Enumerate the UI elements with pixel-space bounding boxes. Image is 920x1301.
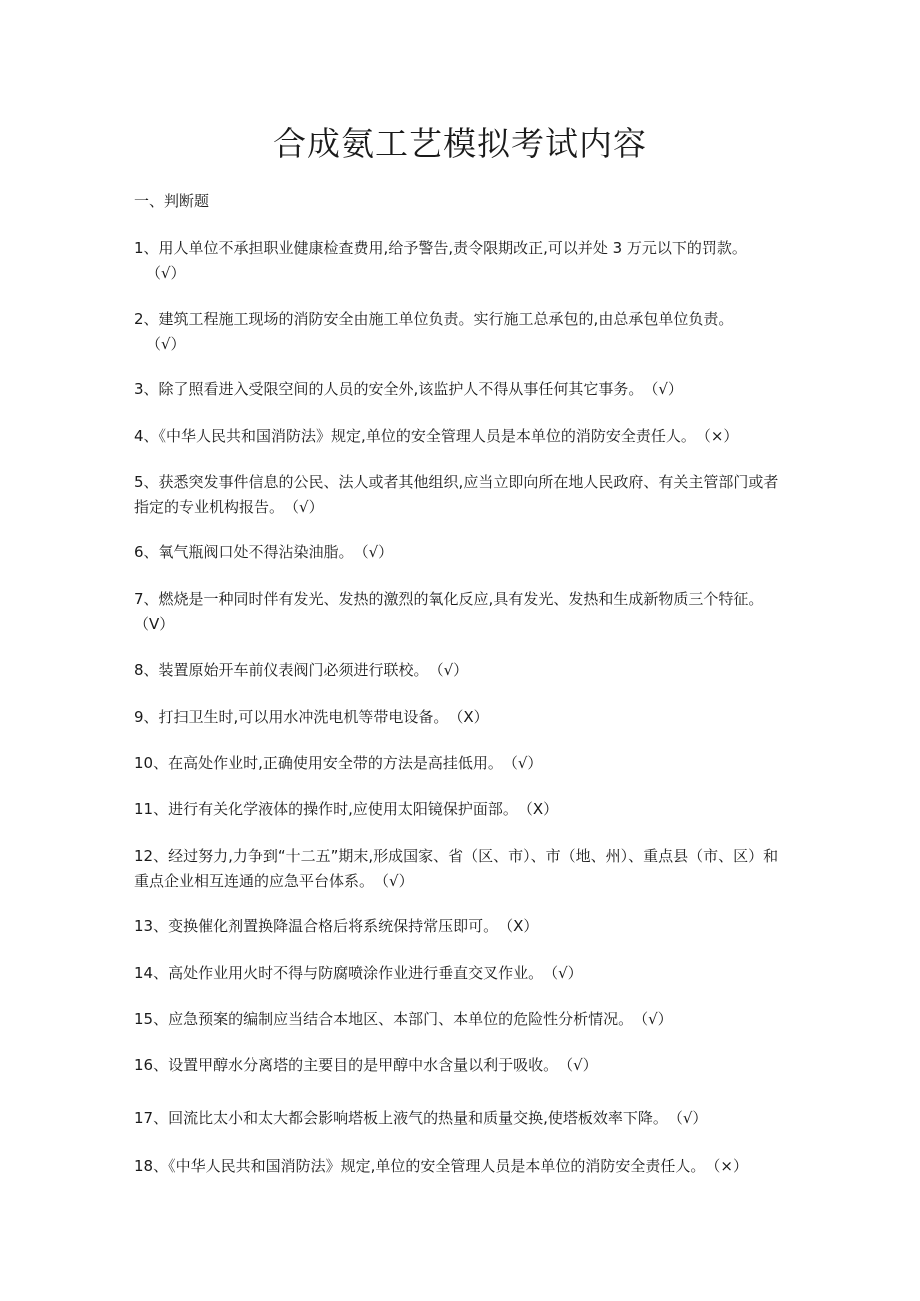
question-text: 高处作业用火时不得与防腐喷涂作业进行垂直交叉作业。 xyxy=(168,964,544,982)
question-16 xyxy=(134,1053,784,1078)
question-7 xyxy=(134,587,784,637)
question-answer: （√） xyxy=(543,964,583,982)
question-number: 9、 xyxy=(134,708,159,726)
question-answer: （√） xyxy=(146,335,186,353)
question-number: 18、 xyxy=(134,1157,169,1175)
question-text: 打扫卫生时,可以用水冲洗电机等带电设备。 xyxy=(158,708,449,726)
question-number: 16、 xyxy=(134,1056,169,1074)
question-text: 经过努力,力争到“十二五”期末,形成国家、省（区、市）、市（地、州）、重点县（市、区）和重点企业相互连通的应急平台体系。 xyxy=(134,847,779,890)
question-text: 用人单位不承担职业健康检查费用,给予警告,责令限期改正,可以并处 3 万元以下的罚款。 xyxy=(158,239,747,257)
question-text: 建筑工程施工现场的消防安全由施工单位负责。实行施工总承包的,由总承包单位负责。 xyxy=(158,310,734,328)
question-number: 15、 xyxy=(134,1010,169,1028)
question-answer: （√） xyxy=(428,661,469,679)
question-13 xyxy=(134,914,784,939)
question-number: 17、 xyxy=(134,1109,169,1127)
question-text: 氧气瓶阀口处不得沾染油脂。 xyxy=(158,543,354,561)
question-8 xyxy=(134,658,784,683)
question-number: 3、 xyxy=(134,380,159,398)
question-answer: （√） xyxy=(558,1056,598,1074)
question-answer: （√） xyxy=(374,872,414,890)
question-number: 7、 xyxy=(134,590,159,608)
question-number: 2、 xyxy=(134,310,159,328)
question-text: 除了照看进入受限空间的人员的安全外,该监护人不得从事任何其它事务。 xyxy=(158,380,644,398)
question-2 xyxy=(134,307,784,357)
question-text: 装置原始开车前仪表阀门必须进行联校。 xyxy=(158,661,429,679)
question-text: 在高处作业时,正确使用安全带的方法是高挂低用。 xyxy=(168,754,503,772)
question-answer: （√） xyxy=(146,264,186,282)
question-answer: （X） xyxy=(517,800,559,818)
question-text: 燃烧是一种同时伴有发光、发热的激烈的氧化反应,具有发光、发热和生成新物质三个特征。 xyxy=(158,590,764,608)
question-14 xyxy=(134,961,784,986)
question-answer: （√） xyxy=(643,380,683,398)
question-answer: （×） xyxy=(705,1157,748,1175)
question-text: 设置甲醇水分离塔的主要目的是甲醇中水含量以利于吸收。 xyxy=(168,1056,559,1074)
question-4 xyxy=(134,424,784,449)
question-number: 14、 xyxy=(134,964,169,982)
question-text: 进行有关化学液体的操作时,应使用太阳镜保护面部。 xyxy=(168,800,518,818)
question-number: 4、 xyxy=(134,427,159,445)
question-number: 10、 xyxy=(134,754,169,772)
question-number: 11、 xyxy=(134,800,169,818)
question-3 xyxy=(134,377,784,402)
page-title: 合成氨工艺模拟考试内容 xyxy=(273,124,647,163)
question-number: 8、 xyxy=(134,661,159,679)
question-number: 1、 xyxy=(134,239,159,257)
question-5 xyxy=(134,470,784,520)
question-number: 12、 xyxy=(134,847,169,865)
question-text: 《中华人民共和国消防法》规定,单位的安全管理人员是本单位的消防安全责任人。 xyxy=(168,1157,706,1175)
question-answer: （√） xyxy=(633,1010,673,1028)
question-text: 《中华人民共和国消防法》规定,单位的安全管理人员是本单位的消防安全责任人。 xyxy=(158,427,696,445)
question-9 xyxy=(134,705,784,730)
question-answer: （√） xyxy=(502,754,543,772)
question-text: 回流比太小和太大都会影响塔板上液气的热量和质量交换,使塔板效率下降。 xyxy=(168,1109,668,1127)
question-number: 5、 xyxy=(134,473,159,491)
question-text: 变换催化剂置换降温合格后将系统保持常压即可。 xyxy=(168,917,499,935)
question-12 xyxy=(134,844,784,894)
question-answer: （X） xyxy=(448,708,489,726)
section-heading: 一、判断题 xyxy=(134,192,210,210)
question-17 xyxy=(134,1106,784,1131)
question-11 xyxy=(134,797,784,822)
question-answer: （X） xyxy=(498,917,539,935)
question-number: 6、 xyxy=(134,543,159,561)
question-answer: （√） xyxy=(284,498,324,516)
question-number: 13、 xyxy=(134,917,169,935)
question-answer: （×） xyxy=(695,427,739,445)
question-text: 应急预案的编制应当结合本地区、本部门、本单位的危险性分析情况。 xyxy=(168,1010,634,1028)
question-1 xyxy=(134,236,784,286)
question-answer: （√） xyxy=(353,543,394,561)
question-answer: （√） xyxy=(667,1109,708,1127)
question-10 xyxy=(134,751,784,776)
question-6 xyxy=(134,540,784,565)
question-18 xyxy=(134,1154,784,1179)
question-answer: （V） xyxy=(134,615,175,633)
question-15 xyxy=(134,1007,784,1032)
question-text: 获悉突发事件信息的公民、法人或者其他组织,应当立即向所在地人民政府、有关主管部门或者指定的专业机构报告。 xyxy=(134,473,779,516)
